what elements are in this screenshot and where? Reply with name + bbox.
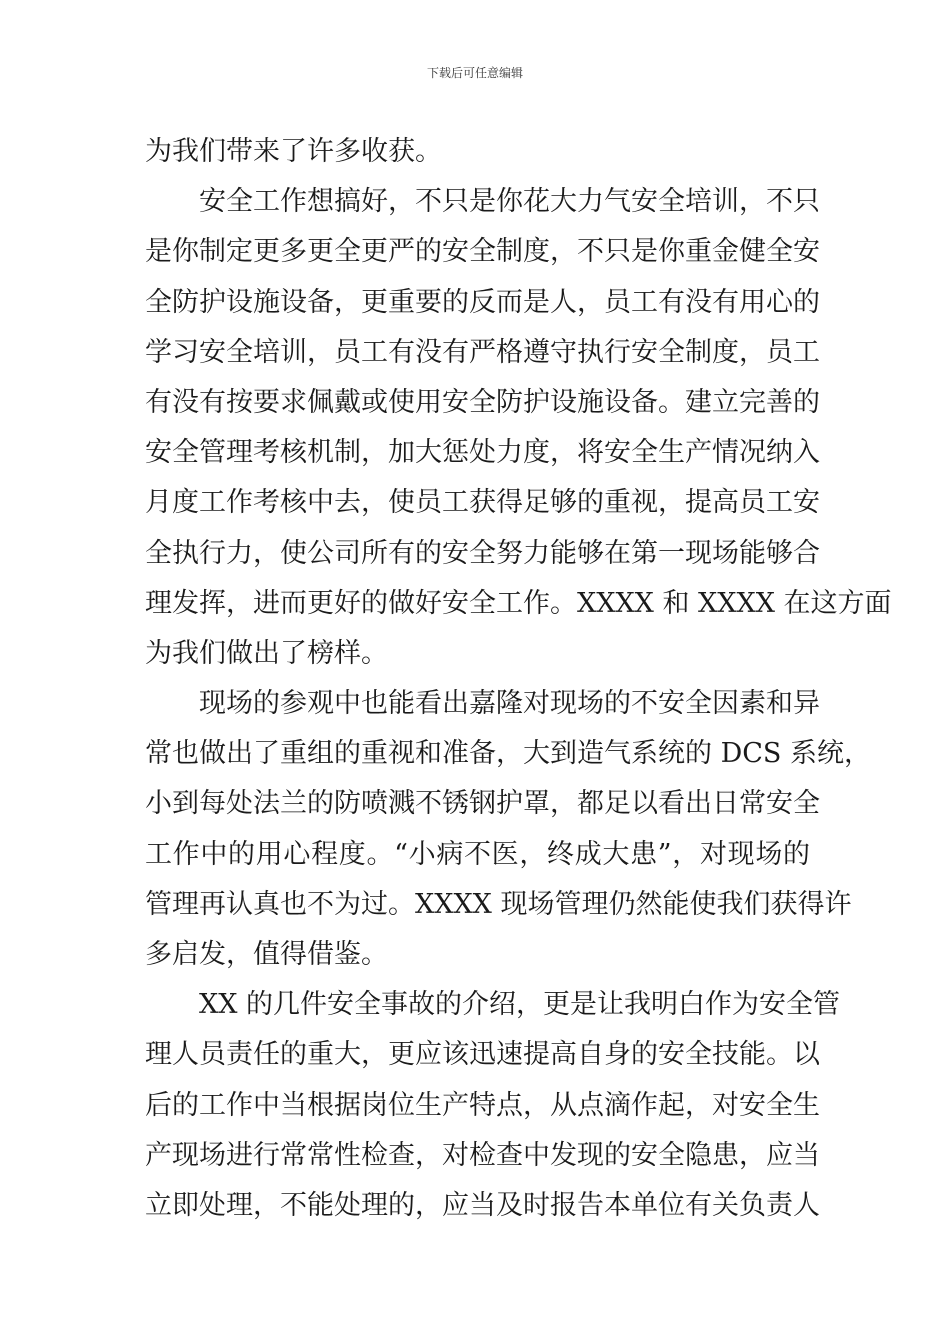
text-line: 管理再认真也不为过。XXXX 现场管理仍然能使我们获得许 — [145, 888, 852, 920]
text-line: 现场的参观中也能看出嘉隆对现场的不安全因素和异 — [199, 688, 820, 720]
text-line: 立即处理，不能处理的，应当及时报告本单位有关负责人 — [145, 1189, 820, 1221]
text-line: 全执行力，使公司所有的安全努力能够在第一现场能够合 — [145, 537, 820, 569]
text-line: 为我们带来了许多收获。 — [145, 136, 442, 167]
text-line: 安全管理考核机制，加大惩处力度，将安全生产情况纳入 — [145, 437, 820, 469]
text-line: 理发挥，进而更好的做好安全工作。XXXX 和 XXXX 在这方面 — [145, 587, 892, 619]
text-line: XX 的几件安全事故的介绍，更是让我明白作为安全管 — [199, 989, 841, 1021]
text-line: 多启发，值得借鉴。 — [145, 939, 388, 970]
text-line: 安全工作想搞好，不只是你花大力气安全培训，不只 — [199, 186, 820, 218]
text-line: 月度工作考核中去，使员工获得足够的重视，提高员工安 — [145, 487, 820, 519]
text-line: 后的工作中当根据岗位生产特点，从点滴作起，对安全生 — [145, 1089, 820, 1121]
text-line: 为我们做出了榜样。 — [145, 637, 388, 669]
text-line: 小到每处法兰的防喷溅不锈钢护罩，都足以看出日常安全 — [145, 788, 820, 820]
text-line: 是你制定更多更全更严的安全制度，不只是你重金健全安 — [145, 236, 820, 268]
text-line: 理人员责任的重大，更应该迅速提高自身的安全技能。以 — [145, 1039, 820, 1071]
text-line: 产现场进行常常性检查，对检查中发现的安全隐患，应当 — [145, 1139, 820, 1171]
document-body — [145, 127, 892, 1231]
text-line: 有没有按要求佩戴或使用安全防护设施设备。建立完善的 — [145, 386, 820, 418]
text-line: 全防护设施设备，更重要的反而是人，员工有没有用心的 — [145, 286, 820, 318]
text-line: 工作中的用心程度。“小病不医，终成大患”，对现场的 — [145, 838, 810, 870]
text-line: 常也做出了重组的重视和准备，大到造气系统的 DCS 系统， — [145, 738, 871, 770]
page-header: 下载后可任意编辑 — [426, 66, 523, 80]
text-line: 学习安全培训，员工有没有严格遵守执行安全制度，员工 — [145, 336, 820, 368]
